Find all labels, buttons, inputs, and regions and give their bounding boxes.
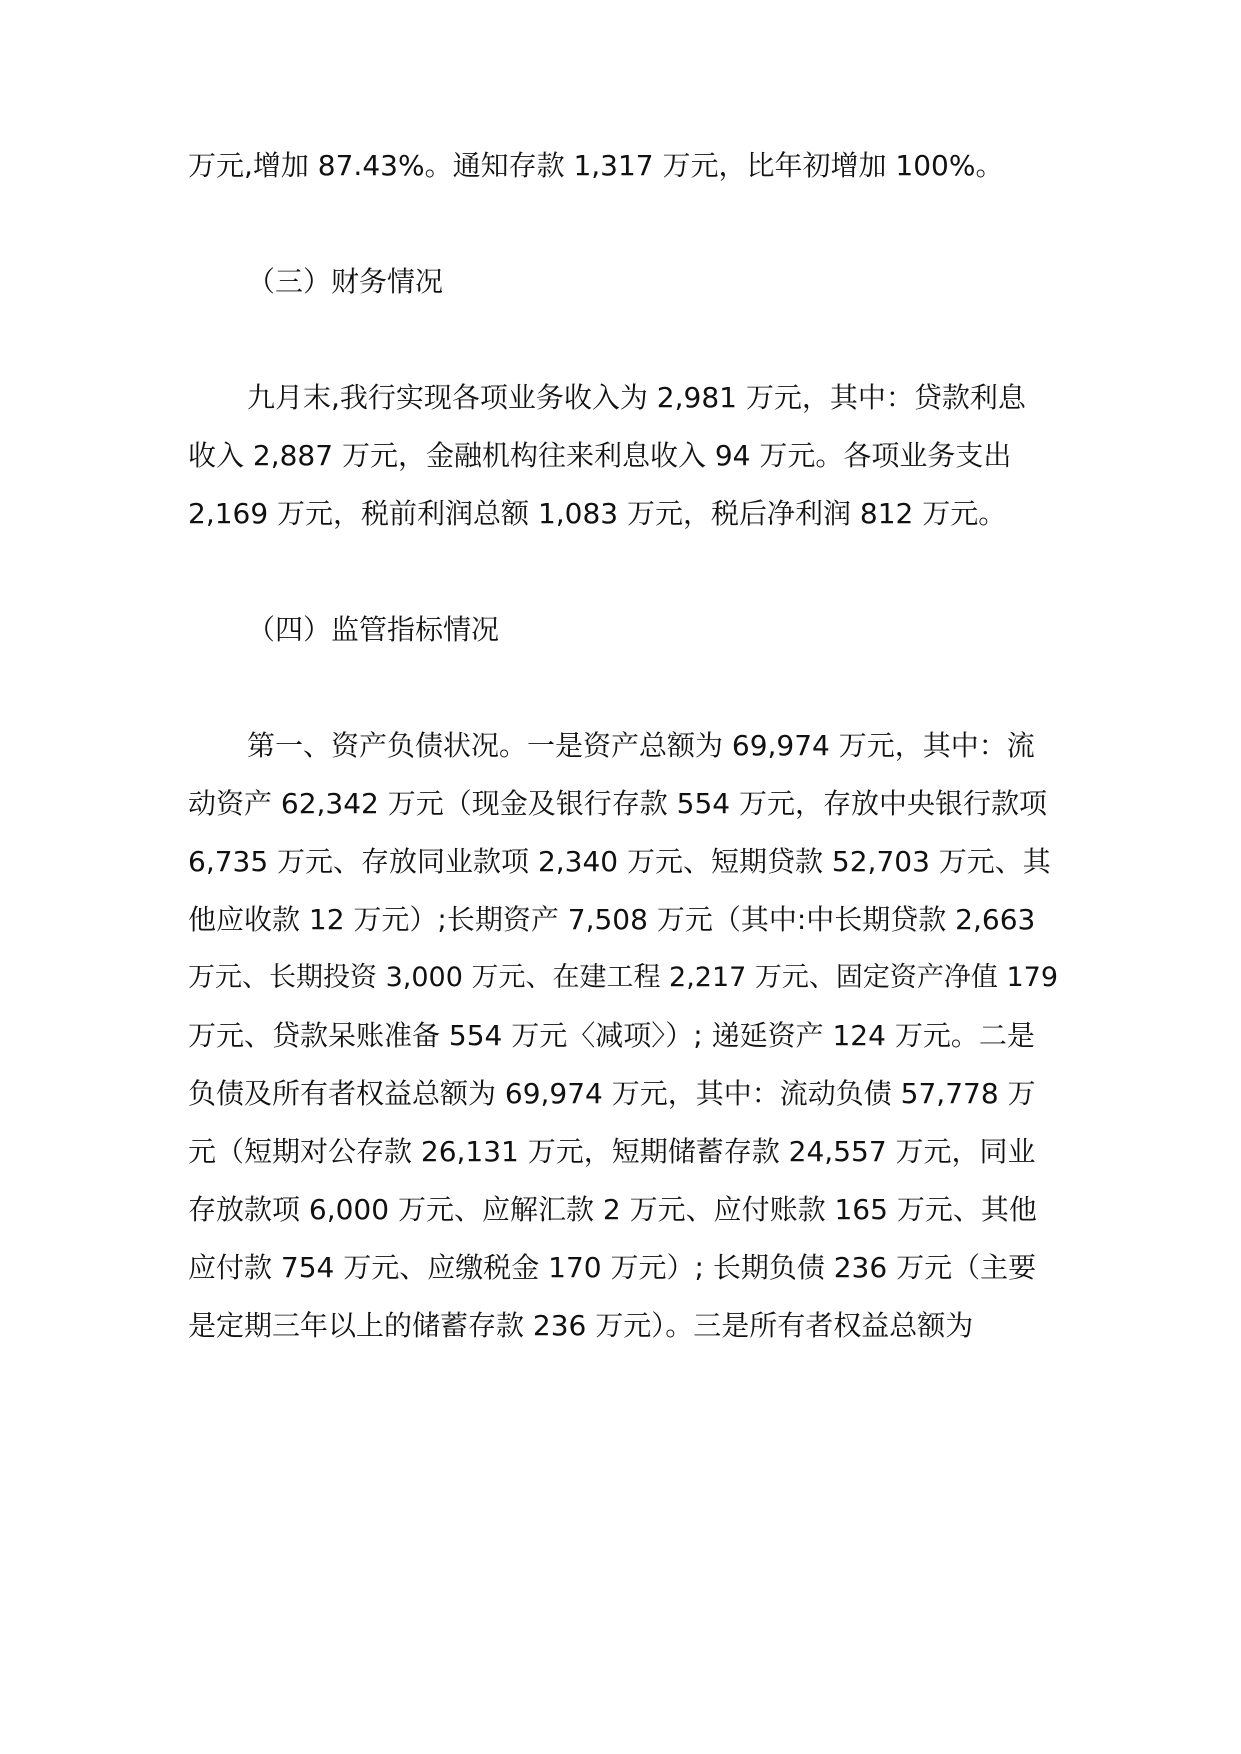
paragraph-line: 负债及所有者权益总额为 69,974 万元，其中：流动负债 57,778 万	[188, 1077, 1036, 1110]
paragraph-line: 存放款项 6,000 万元、应解汇款 2 万元、应付账款 165 万元、其他	[188, 1193, 1037, 1226]
section-heading-regulatory: （四）监管指标情况	[247, 613, 500, 646]
paragraph-line: 6,735 万元、存放同业款项 2,340 万元、短期贷款 52,703 万元、其	[188, 845, 1051, 878]
paragraph-line: 2,169 万元，税前利润总额 1,083 万元，税后净利润 812 万元。	[188, 497, 1007, 530]
paragraph-line: 收入 2,887 万元，金融机构往来利息收入 94 万元。各项业务支出	[188, 439, 1012, 472]
paragraph-line: 万元、长期投资 3,000 万元、在建工程 2,217 万元、固定资产净值 179	[188, 962, 1059, 993]
paragraph-line: 是定期三年以上的储蓄存款 236 万元）。三是所有者权益总额为	[188, 1309, 974, 1342]
paragraph-line: 应付款 754 万元、应缴税金 170 万元）; 长期负债 236 万元（主要	[188, 1251, 1037, 1284]
paragraph-line: 万元、贷款呆账准备 554 万元〈减项〉）; 递延资产 124 万元。二是	[188, 1019, 1035, 1052]
section-heading-finance: （三）财务情况	[247, 265, 444, 298]
paragraph-line: 元（短期对公存款 26,131 万元，短期储蓄存款 24,557 万元，同业	[188, 1135, 1036, 1168]
paragraph-line: 第一、资产负债状况。一是资产总额为 69,974 万元，其中：流	[247, 729, 1035, 762]
paragraph-line: 动资产 62,342 万元（现金及银行存款 554 万元，存放中央银行款项	[188, 787, 1048, 820]
paragraph-line: 他应收款 12 万元）;长期资产 7,508 万元（其中:中长期贷款 2,663	[188, 903, 1036, 936]
paragraph-line: 九月末,我行实现各项业务收入为 2,981 万元，其中：贷款利息	[247, 381, 1026, 414]
paragraph-line: 万元,增加 87.43%。通知存款 1,317 万元，比年初增加 100%。	[188, 149, 1004, 182]
